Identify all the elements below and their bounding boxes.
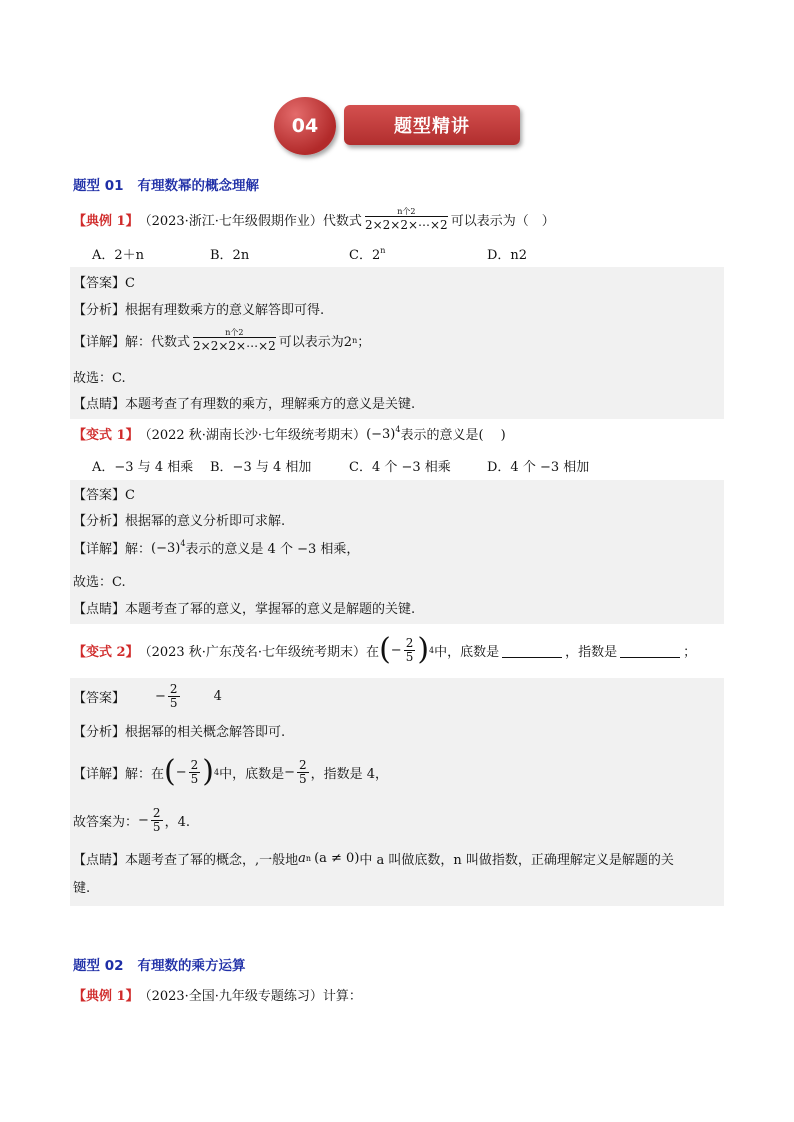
section-title: 有理数的乘方运算 [137,958,246,974]
power-expression: $(-3)^4$ [366,424,401,442]
comment-line: 【点睛】本题考查了幂的概念，,一般地 a n (a ≠ 0) 中 a 叫做底数，n 叫做指数，正确理解定义是解题的关 [73,850,674,868]
fraction-power: ( − $\frac{2}{5}$ ) 4 [379,632,435,667]
fill-answer-line: 故答案为： − $\frac{2}{5}$ ，4. [73,805,190,834]
detail-line: 【详解】解：代数式 n个2 2×2×2×⋯×2 可以表示为2 n ； [73,327,371,353]
section-banner [272,95,524,159]
comment-line: 【点睛】本题考查了幂的意义，掌握幂的意义是解题的关键. [73,602,416,617]
underbrace-expression: n个2 2×2×2×⋯×2 [193,327,276,353]
option-b: B．−3 与 4 相加 [210,460,312,475]
option-b: B．2n [210,248,250,263]
variant-1-question: 【变式 1】 （2022 秋·湖南长沙·七年级统考期末） $(-3)^4$ 表示的意义是( ) [73,424,506,443]
detail-line: 【详解】解： $(-3)^4$ 表示的意义是 4 个 −3 相乘， [73,538,360,557]
answer-line: 【答案】C [73,488,135,503]
section-number-badge: 04 [274,97,336,155]
comment-line: 【点睛】本题考查了有理数的乘方，理解乘方的意义是关键. [73,397,416,412]
analysis-line: 【分析】根据幂的相关概念解答即可. [73,725,286,740]
section-heading-1 [73,174,259,194]
answer-line: 【答案】C [73,276,135,291]
analysis-line: 【分析】根据幂的意义分析即可求解. [73,514,286,529]
question-tail: 可以表示为（ ） [450,213,555,229]
option-c: C．4 个 −3 相乘 [349,460,451,475]
answer-line: 【答案】 − $\frac{2}{5}$ 4 [73,681,222,710]
example-1-question [73,205,555,233]
choose-line: 故选：C. [73,575,126,590]
underbrace-expression [365,207,448,232]
brace-expression: 2×2×2×⋯×2 [364,217,448,232]
variant-1-options [0,456,794,474]
section-title: 有理数幂的概念理解 [137,178,259,194]
comment-line-2: 键. [73,881,91,896]
option-a: A．−3 与 4 相乘 [92,460,194,475]
section-heading-2 [73,954,246,974]
section-label: 题型 02 [73,958,124,974]
example-2-question: 【典例 1】 （2023·全国·九年级专题练习）计算： [73,989,362,1004]
section-label: 题型 01 [73,178,124,194]
section-title-bar: 题型精讲 [344,105,520,145]
base-blank[interactable] [502,643,562,658]
option-c: C．2$^n$ [349,246,386,263]
option-d: D．4 个 −3 相加 [487,460,590,475]
example-tag: 【典例 1】 [73,213,139,229]
choose-line: 故选：C. [73,371,126,386]
variant-2-question: 【变式 2】 （2023 秋·广东茂名·七年级统考期末）在 ( − $\frac{2}{5}$ ) 4 中，底数是 ，指数是 ； [73,632,697,667]
analysis-line: 【分析】根据有理数乘方的意义解答即可得. [73,303,325,318]
detail-line: 【详解】解：在 ( − $\frac{2}{5}$ ) 4 中，底数是 − $\frac{2}{5}$ ，指数是 4， [73,754,389,789]
question-source: （2023·浙江·七年级假期作业）代数式 [138,213,362,229]
exponent-blank[interactable] [620,643,680,658]
example-1-options [0,244,794,262]
brace-label: n个2 [397,206,416,216]
option-a: A．2＋n [92,248,145,263]
option-d: D．n2 [487,248,528,263]
